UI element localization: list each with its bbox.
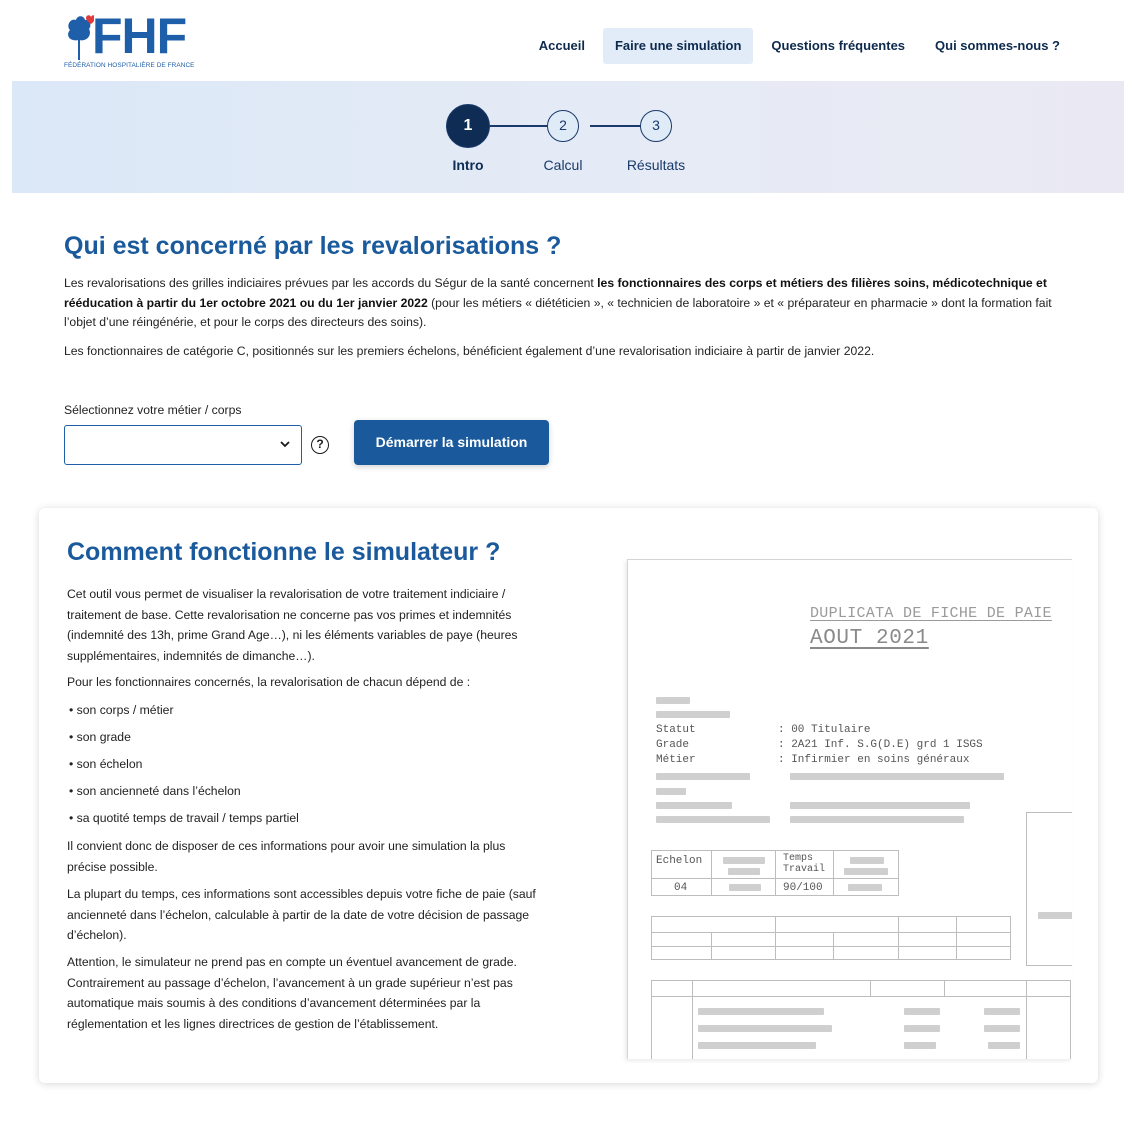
redacted-bar xyxy=(656,773,750,780)
echelon-value: 04 xyxy=(674,882,688,894)
how-paragraph-1: Cet outil vous permet de visualiser la revalorisation de votre traitement indiciaire / traitement de base. Cette revalorisation ne concerne pas vos primes et indemnités (indemnité des 13h, prime Grand Age…), ni les éléments variables de paye (heures supplémentaires, indemnités de dimanche…). xyxy=(67,587,518,663)
intro-paragraph-2: Les fonctionnaires de catégorie C, positionnés sur les premiers échelons, bénéficient également d’une revalorisation indiciaire à partir de janvier 2022. xyxy=(64,344,875,358)
table-divider xyxy=(833,932,834,960)
list-item: • son corps / métier xyxy=(69,703,174,717)
payslip-illustration xyxy=(627,559,1072,1059)
payslip-row-key: Métier xyxy=(656,754,696,766)
redacted-bar xyxy=(723,857,765,864)
redacted-bar xyxy=(698,1042,816,1049)
redacted-bar xyxy=(988,1042,1020,1049)
how-title: Comment fonctionne le simulateur ? xyxy=(67,538,501,566)
table-divider xyxy=(711,932,712,960)
redacted-bar xyxy=(1038,912,1072,919)
redacted-bar xyxy=(729,884,761,891)
how-it-works-card xyxy=(39,508,1098,1083)
table-divider xyxy=(870,980,871,996)
fhf-logo[interactable] xyxy=(64,8,196,72)
chevron-down-icon xyxy=(279,437,291,451)
table-divider xyxy=(775,850,776,896)
intro-p1-bold: les fonctionnaires des corps et métiers des filières soins, médicotechnique et rééducation à partir du 1er octobre 2021 ou du 1er janvier 2022 xyxy=(64,276,1047,310)
redacted-bar xyxy=(698,1025,832,1032)
redacted-bar xyxy=(984,1025,1020,1032)
how-paragraph-2: Pour les fonctionnaires concernés, la revalorisation de chacun dépend de : xyxy=(67,675,471,689)
nav-accueil[interactable]: Accueil xyxy=(538,38,585,53)
start-simulation-button[interactable]: Démarrer la simulation xyxy=(354,420,549,465)
step-1-circle: 1 xyxy=(446,104,490,148)
redacted-bar xyxy=(984,1008,1020,1015)
table-divider xyxy=(651,946,1011,947)
step-2-circle: 2 xyxy=(547,110,579,142)
intro-paragraph-1 xyxy=(64,274,1064,333)
redacted-bar xyxy=(844,868,888,875)
list-item: • son échelon xyxy=(69,757,143,771)
payslip-row-value: : Infirmier en soins généraux xyxy=(778,754,970,766)
main-nav xyxy=(521,28,1072,64)
table-divider xyxy=(944,980,945,996)
table-divider xyxy=(956,916,957,960)
redacted-bar xyxy=(656,711,730,718)
step-1-label: Intro xyxy=(452,157,484,173)
logo-text: FHF xyxy=(92,8,187,64)
temps-value: 90/100 xyxy=(783,882,823,894)
table-divider xyxy=(711,850,712,896)
logo-subtitle: FÉDÉRATION HOSPITALIÈRE DE FRANCE xyxy=(64,62,195,69)
nav-faire-simulation[interactable]: Faire une simulation xyxy=(603,28,753,64)
redacted-bar xyxy=(656,802,732,809)
redacted-bar xyxy=(728,868,760,875)
step-3-circle: 3 xyxy=(640,110,672,142)
redacted-bar xyxy=(850,857,884,864)
payslip-title: DUPLICATA DE FICHE DE PAIE xyxy=(810,605,1052,622)
payslip-period: AOUT 2021 xyxy=(810,627,929,650)
step-3-label: Résultats xyxy=(626,157,686,173)
redacted-bar xyxy=(790,773,1004,780)
stepper-band xyxy=(12,81,1124,193)
redacted-bar xyxy=(904,1042,936,1049)
table-divider xyxy=(651,932,1011,933)
redacted-bar xyxy=(904,1008,940,1015)
redacted-bar xyxy=(790,802,970,809)
how-paragraph-5: Attention, le simulateur ne prend pas en compte un éventuel avancement de grade. Contrairement au passage d’échelon, l’avancement à un grade supérieur n’est pas automatique mais soumis à des conditions d’avancement déterminées par la réglementation et les lignes directrices de gestion de l’établissement. xyxy=(67,955,517,1031)
payslip-row-value: : 00 Titulaire xyxy=(778,724,871,736)
table-divider xyxy=(1026,980,1027,1059)
site-header xyxy=(0,0,1136,82)
payslip-side-box xyxy=(1026,812,1072,966)
redacted-bar xyxy=(656,697,690,704)
metier-select[interactable] xyxy=(64,425,302,465)
nav-qui-sommes-nous[interactable]: Qui sommes-nous ? xyxy=(935,38,1060,53)
echelon-label: Echelon xyxy=(656,855,703,867)
list-item: • sa quotité temps de travail / temps partiel xyxy=(69,811,299,825)
temps-label-1: Temps xyxy=(783,853,814,864)
redacted-bar xyxy=(848,884,882,891)
payslip-row-key: Grade xyxy=(656,739,690,751)
table-divider xyxy=(775,916,776,960)
help-icon[interactable]: ? xyxy=(311,436,329,454)
redacted-bar xyxy=(656,816,770,823)
stepper xyxy=(12,81,1124,193)
how-paragraph-4: La plupart du temps, ces informations sont accessibles depuis votre fiche de paie (sauf ancienneté dans l’échelon, calculable à partir de la date de votre décision de passage d’échelon). xyxy=(67,887,536,942)
redacted-bar xyxy=(904,1025,940,1032)
list-item: • son grade xyxy=(69,730,131,744)
tree-heart-icon xyxy=(64,12,94,62)
payslip-row-value: : 2A21 Inf. S.G(D.E) grd 1 ISGS xyxy=(778,739,983,751)
payslip-row-key: Statut xyxy=(656,724,696,736)
redacted-bar xyxy=(698,1008,824,1015)
redacted-bar xyxy=(656,788,686,795)
payslip-table xyxy=(651,916,1011,960)
table-divider xyxy=(651,996,1071,997)
step-2-label: Calcul xyxy=(543,157,583,173)
redacted-bar xyxy=(790,816,964,823)
table-divider xyxy=(898,916,899,960)
intro-p1-text: Les revalorisations des grilles indiciaires prévues par les accords du Ségur de la santé concernent xyxy=(64,276,598,290)
list-item: • son ancienneté dans l’échelon xyxy=(69,784,241,798)
metier-select-label: Sélectionnez votre métier / corps xyxy=(64,403,242,417)
how-paragraph-3: Il convient donc de disposer de ces informations pour avoir une simulation la plus précise possible. xyxy=(67,839,506,874)
temps-label-2: Travail xyxy=(783,864,826,875)
nav-questions-frequentes[interactable]: Questions fréquentes xyxy=(771,38,906,53)
intro-title: Qui est concerné par les revalorisations ? xyxy=(64,232,562,260)
intro-p1-text-end: (pour les métiers « diététicien », « technicien de laboratoire » et « préparateur en pharmacie » dont la formation fait l’objet d’une réingénérie, et pour le corps des directeurs des soins). xyxy=(64,295,1052,329)
table-divider xyxy=(692,980,693,1059)
table-divider xyxy=(833,850,834,896)
